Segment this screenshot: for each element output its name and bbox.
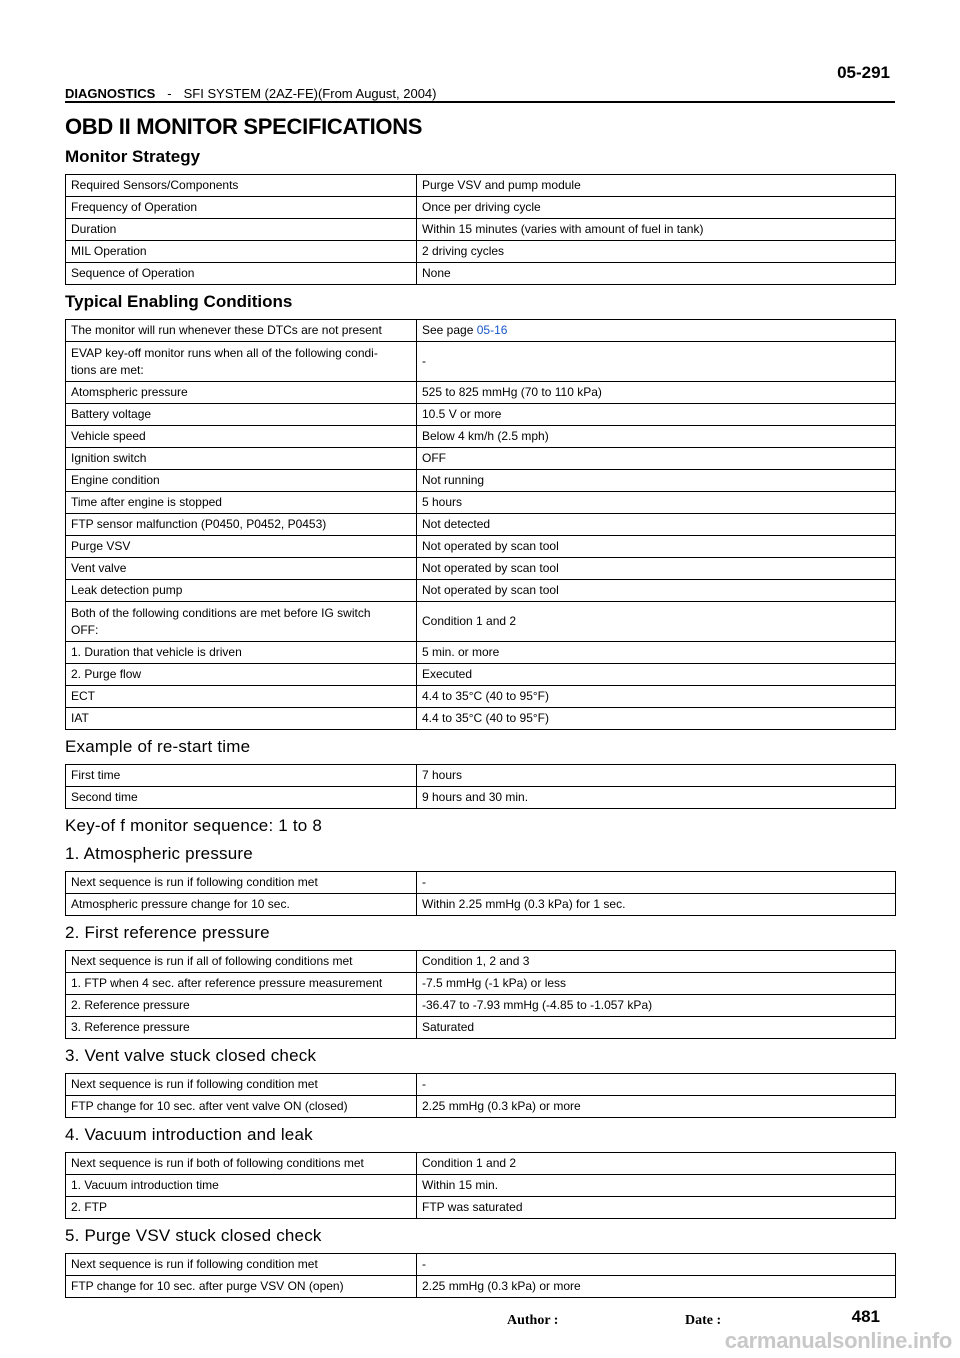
table-row <box>66 872 896 894</box>
seq5-body <box>66 1254 896 1298</box>
header-dash: - <box>167 86 172 101</box>
date-label: Date : <box>685 1313 722 1328</box>
cell-value: Not detected <box>417 514 896 536</box>
seq3-body <box>66 1074 896 1118</box>
cell-value: -7.5 mmHg (-1 kPa) or less <box>417 973 896 995</box>
table-row <box>66 1096 896 1118</box>
table-row <box>66 765 896 787</box>
seq1-heading: 1. Atmospheric pressure <box>65 844 253 863</box>
cell-label-line: tions are met: <box>71 362 144 377</box>
table-row <box>66 241 896 263</box>
seq2-table <box>65 950 896 1039</box>
cell-value: 4.4 to 35°C (40 to 95°F) <box>417 708 896 730</box>
seq4-heading: 4. Vacuum introduction and leak <box>65 1125 313 1144</box>
table-row <box>66 320 896 342</box>
table-row <box>66 1276 896 1298</box>
cell-label: FTP sensor malfunction (P0450, P0452, P0453) <box>66 514 417 536</box>
table-row <box>66 708 896 730</box>
cell-label: ECT <box>66 686 417 708</box>
cell-value: Not operated by scan tool <box>417 580 896 602</box>
table-row <box>66 263 896 285</box>
cell-label: Ignition switch <box>66 448 417 470</box>
header-section: DIAGNOSTICS <box>65 86 156 101</box>
cell-label: FTP change for 10 sec. after vent valve ON (closed) <box>66 1096 417 1118</box>
monitor-strategy-heading: Monitor Strategy <box>65 147 201 166</box>
cell-value: 525 to 825 mmHg (70 to 110 kPa) <box>417 382 896 404</box>
table-row <box>66 175 896 197</box>
header-system: SFI SYSTEM (2AZ-FE)(From August, 2004) <box>183 86 437 101</box>
cell-value: None <box>417 263 896 285</box>
seq4-body <box>66 1153 896 1219</box>
cell-value: Within 2.25 mmHg (0.3 kPa) for 1 sec. <box>417 894 896 916</box>
cell-label: MIL Operation <box>66 241 417 263</box>
restart-table <box>65 764 896 809</box>
cell-value: FTP was saturated <box>417 1197 896 1219</box>
cell-value: Once per driving cycle <box>417 197 896 219</box>
table-row <box>66 642 896 664</box>
cell-value: 7 hours <box>417 765 896 787</box>
table-row <box>66 1017 896 1039</box>
page-number: 481 <box>851 1307 880 1326</box>
monitor-strategy-table <box>65 174 896 285</box>
cell-label: First time <box>66 765 417 787</box>
table-row <box>66 686 896 708</box>
table-row <box>66 404 896 426</box>
table-row <box>66 197 896 219</box>
cell-label: Required Sensors/Components <box>66 175 417 197</box>
cell-label: Leak detection pump <box>66 580 417 602</box>
cell-value: 4.4 to 35°C (40 to 95°F) <box>417 686 896 708</box>
cell-value: 2.25 mmHg (0.3 kPa) or more <box>417 1276 896 1298</box>
running-header <box>65 86 436 101</box>
table-row <box>66 448 896 470</box>
table-row <box>66 470 896 492</box>
cell-label: 2. Purge flow <box>66 664 417 686</box>
cell-label: Second time <box>66 787 417 809</box>
cell-value: 5 hours <box>417 492 896 514</box>
cell-value: Not operated by scan tool <box>417 558 896 580</box>
cell-value <box>417 320 896 342</box>
cell-value: - <box>417 342 896 382</box>
cell-label: Battery voltage <box>66 404 417 426</box>
seq2-heading: 2. First reference pressure <box>65 923 270 942</box>
cell-label: Next sequence is run if both of following conditions met <box>66 1153 417 1175</box>
table-row <box>66 536 896 558</box>
cell-label: 3. Reference pressure <box>66 1017 417 1039</box>
seq3-heading: 3. Vent valve stuck closed check <box>65 1046 317 1065</box>
seq1-body <box>66 872 896 916</box>
cell-value: 9 hours and 30 min. <box>417 787 896 809</box>
table-row <box>66 894 896 916</box>
cell-label: Next sequence is run if following condition met <box>66 1254 417 1276</box>
cell-value: 2 driving cycles <box>417 241 896 263</box>
page-content <box>65 114 896 1304</box>
cell-label: Purge VSV <box>66 536 417 558</box>
seq4-table <box>65 1152 896 1219</box>
header-rule <box>65 101 895 103</box>
cell-label: The monitor will run whenever these DTCs are not present <box>66 320 417 342</box>
table-row <box>66 492 896 514</box>
cell-label: Engine condition <box>66 470 417 492</box>
cell-label: Vehicle speed <box>66 426 417 448</box>
cell-value: 5 min. or more <box>417 642 896 664</box>
cell-label: Next sequence is run if following condition met <box>66 1074 417 1096</box>
table-row <box>66 580 896 602</box>
cell-value: - <box>417 1254 896 1276</box>
cell-label: Duration <box>66 219 417 241</box>
cell-label: FTP change for 10 sec. after purge VSV ON (open) <box>66 1276 417 1298</box>
cell-label-line: EVAP key-off monitor runs when all of the following condi- <box>71 345 378 360</box>
cell-value: - <box>417 872 896 894</box>
see-page-text: See page <box>422 323 477 337</box>
table-row <box>66 1153 896 1175</box>
restart-body <box>66 765 896 809</box>
cell-label: Next sequence is run if following condition met <box>66 872 417 894</box>
table-row <box>66 426 896 448</box>
cell-value: Condition 1 and 2 <box>417 1153 896 1175</box>
cell-value: Within 15 min. <box>417 1175 896 1197</box>
table-row <box>66 219 896 241</box>
seq3-table <box>65 1073 896 1118</box>
cell-value: Condition 1 and 2 <box>417 602 896 642</box>
cell-label <box>66 602 417 642</box>
cell-value: Saturated <box>417 1017 896 1039</box>
table-row <box>66 1254 896 1276</box>
table-row <box>66 342 896 382</box>
page-title: OBD II MONITOR SPECIFICATIONS <box>65 114 423 139</box>
cell-label: Atmospheric pressure change for 10 sec. <box>66 894 417 916</box>
cell-value: - <box>417 1074 896 1096</box>
cell-label: 2. FTP <box>66 1197 417 1219</box>
cell-label: 1. Duration that vehicle is driven <box>66 642 417 664</box>
cell-value: 10.5 V or more <box>417 404 896 426</box>
cell-label: Vent valve <box>66 558 417 580</box>
cell-value: Within 15 minutes (varies with amount of fuel in tank) <box>417 219 896 241</box>
seq5-table <box>65 1253 896 1298</box>
table-row <box>66 1175 896 1197</box>
table-row <box>66 1074 896 1096</box>
table-row <box>66 995 896 1017</box>
enabling-conditions-body <box>66 382 896 602</box>
seq2-body <box>66 951 896 1039</box>
enabling-conditions-table <box>65 319 896 730</box>
cell-label-line: OFF: <box>71 622 99 637</box>
cell-label: Atomspheric pressure <box>66 382 417 404</box>
seq1-table <box>65 871 896 916</box>
cell-label: 1. Vacuum introduction time <box>66 1175 417 1197</box>
cell-label <box>66 342 417 382</box>
table-row <box>66 664 896 686</box>
page-code: 05-291 <box>837 63 890 82</box>
cell-label: Frequency of Operation <box>66 197 417 219</box>
watermark: carmanualsonline.info <box>724 1328 952 1353</box>
cell-value: 2.25 mmHg (0.3 kPa) or more <box>417 1096 896 1118</box>
sequence-heading: Key-of f monitor sequence: 1 to 8 <box>65 816 323 835</box>
table-row <box>66 602 896 642</box>
enabling-conditions-heading: Typical Enabling Conditions <box>65 292 293 311</box>
cell-value: Purge VSV and pump module <box>417 175 896 197</box>
cell-label: Time after engine is stopped <box>66 492 417 514</box>
page-link[interactable]: 05-16 <box>476 323 508 337</box>
cell-label: Next sequence is run if all of following conditions met <box>66 951 417 973</box>
cell-value: Not operated by scan tool <box>417 536 896 558</box>
table-row <box>66 558 896 580</box>
cell-label: 2. Reference pressure <box>66 995 417 1017</box>
table-row <box>66 787 896 809</box>
cell-label-line: Both of the following conditions are met before IG switch <box>71 605 371 620</box>
cell-value: Not running <box>417 470 896 492</box>
cell-label: IAT <box>66 708 417 730</box>
cell-value: Below 4 km/h (2.5 mph) <box>417 426 896 448</box>
table-row <box>66 1197 896 1219</box>
table-row <box>66 973 896 995</box>
table-row <box>66 382 896 404</box>
monitor-strategy-body <box>66 175 896 285</box>
enabling-conditions-body-2 <box>66 642 896 730</box>
cell-value: Condition 1, 2 and 3 <box>417 951 896 973</box>
table-row <box>66 951 896 973</box>
cell-value: Executed <box>417 664 896 686</box>
cell-label: 1. FTP when 4 sec. after reference pressure measurement <box>66 973 417 995</box>
cell-label: Sequence of Operation <box>66 263 417 285</box>
table-row <box>66 514 896 536</box>
cell-value: OFF <box>417 448 896 470</box>
restart-heading: Example of re-start time <box>65 737 251 756</box>
author-label: Author : <box>507 1313 559 1328</box>
cell-value: -36.47 to -7.93 mmHg (-4.85 to -1.057 kPa) <box>417 995 896 1017</box>
seq5-heading: 5. Purge VSV stuck closed check <box>65 1226 322 1245</box>
